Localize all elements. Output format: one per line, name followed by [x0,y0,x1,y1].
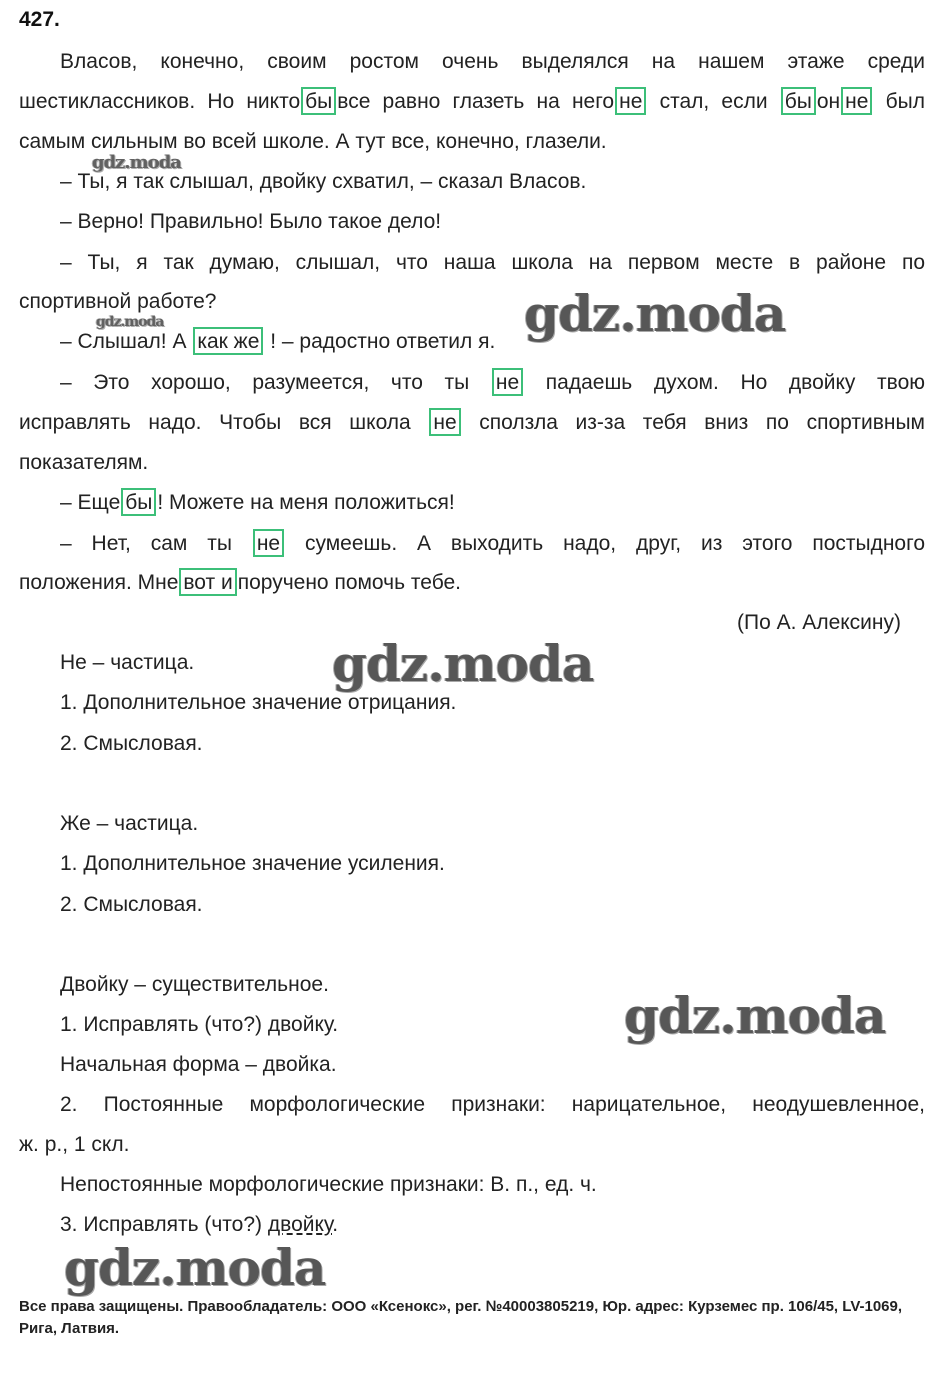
text-line [60,368,925,398]
analysis-line: 1. Дополнительное значение отрицания. [60,691,457,714]
analysis-heading: Же – частица. [60,812,199,835]
task-number: 427. [19,8,60,31]
text-fragment: поручено помочь тебе. [237,571,461,594]
analysis-line: 2. Смысловая. [60,893,203,916]
watermark-logo: gdz.moda [624,986,886,1045]
footer-copyright: Все права защищены. Правообладатель: ООО «Ксенокс», рег. №40003805219, Юр. адрес: Курземес пр. 106/45, LV-1069, Рига, Латвия. [19,1298,903,1337]
text-fragment: . [332,1213,339,1236]
analysis-line [60,1210,925,1240]
text-line [19,568,925,598]
text-line: показателям. [19,451,149,474]
text-line [60,488,925,518]
highlight-particle: не [492,368,523,396]
analysis-line: 1. Дополнительное значение усиления. [60,852,445,875]
text-fragment: – Это хорошо, разумеется, что ты [60,371,470,394]
highlight-particle: не [253,529,284,557]
text-fragment: исправлять надо. Чтобы вся школа [19,411,411,434]
text-line: спортивной работе? [19,290,217,313]
highlight-particle: вот и [179,568,236,596]
highlight-particle: не [841,87,872,115]
highlight-particle: бы [121,488,156,516]
text-line: – Ты, я так слышал, двойку схватил, – сказал Власов. [60,170,587,193]
highlight-particle: бы [781,87,816,115]
text-line [60,327,925,357]
text-fragment: – Еще [60,491,121,514]
text-fragment: ! – радостно ответил я. [270,330,496,353]
watermark-logo: gdz.moda [96,314,164,330]
analysis-line: Непостоянные морфологические признаки: В. п., ед. ч. [60,1173,597,1196]
text-line: Власов, конечно, своим ростом очень выделялся на нашем этаже среди [60,50,925,73]
text-fragment: – Нет, сам ты [60,532,232,555]
text-fragment: шестиклассников. Но никто [19,90,301,113]
analysis-line: 2. Постоянные морфологические признаки: нарицательное, неодушевленное, [60,1093,925,1116]
text-fragment: сумеешь. А выходить надо, друг, из этого постыдного [304,532,925,555]
highlight-particle: не [615,87,646,115]
highlight-particle: как же [193,327,263,355]
analysis-line: 2. Смысловая. [60,732,203,755]
text-fragment: – Слышал! А [60,330,187,353]
text-line: самым сильным во всей школе. А тут все, конечно, глазели. [19,130,607,153]
analysis-heading: Двойку – существительное. [60,973,329,996]
highlight-particle: бы [301,87,336,115]
watermark-logo: gdz.moda [524,284,786,343]
text-fragment: ! Можете на меня положиться! [157,491,455,514]
analysis-heading: Не – частица. [60,651,195,674]
text-fragment: он [816,90,841,113]
watermark-logo: gdz.moda [64,1238,326,1297]
analysis-line: Начальная форма – двойка. [60,1053,337,1076]
text-line [19,408,925,438]
text-fragment: сползла из-за тебя вниз по спортивным [479,411,925,434]
text-line: – Верно! Правильно! Было такое дело! [60,210,442,233]
text-line [60,529,925,559]
text-fragment: был [885,90,925,113]
analysis-line: 1. Исправлять (что?) двойку. [60,1013,339,1036]
highlight-particle: не [429,408,460,436]
text-fragment: все равно глазеть на него [337,90,615,113]
text-fragment: положения. Мне [19,571,179,594]
analysis-line: ж. р., 1 скл. [19,1133,130,1156]
underlined-word: двойку [267,1213,333,1236]
text-fragment: стал, если [659,90,768,113]
text-fragment: 3. Исправлять (что?) [60,1213,263,1236]
watermark-logo: gdz.moda [92,152,181,173]
text-fragment: падаешь духом. Но двойку твою [545,371,925,394]
text-line: – Ты, я так думаю, слышал, что наша школа на первом месте в районе по [60,251,925,274]
text-line [19,87,925,117]
source-attribution: (По А. Алексину) [737,611,901,634]
watermark-logo: gdz.moda [332,634,594,693]
